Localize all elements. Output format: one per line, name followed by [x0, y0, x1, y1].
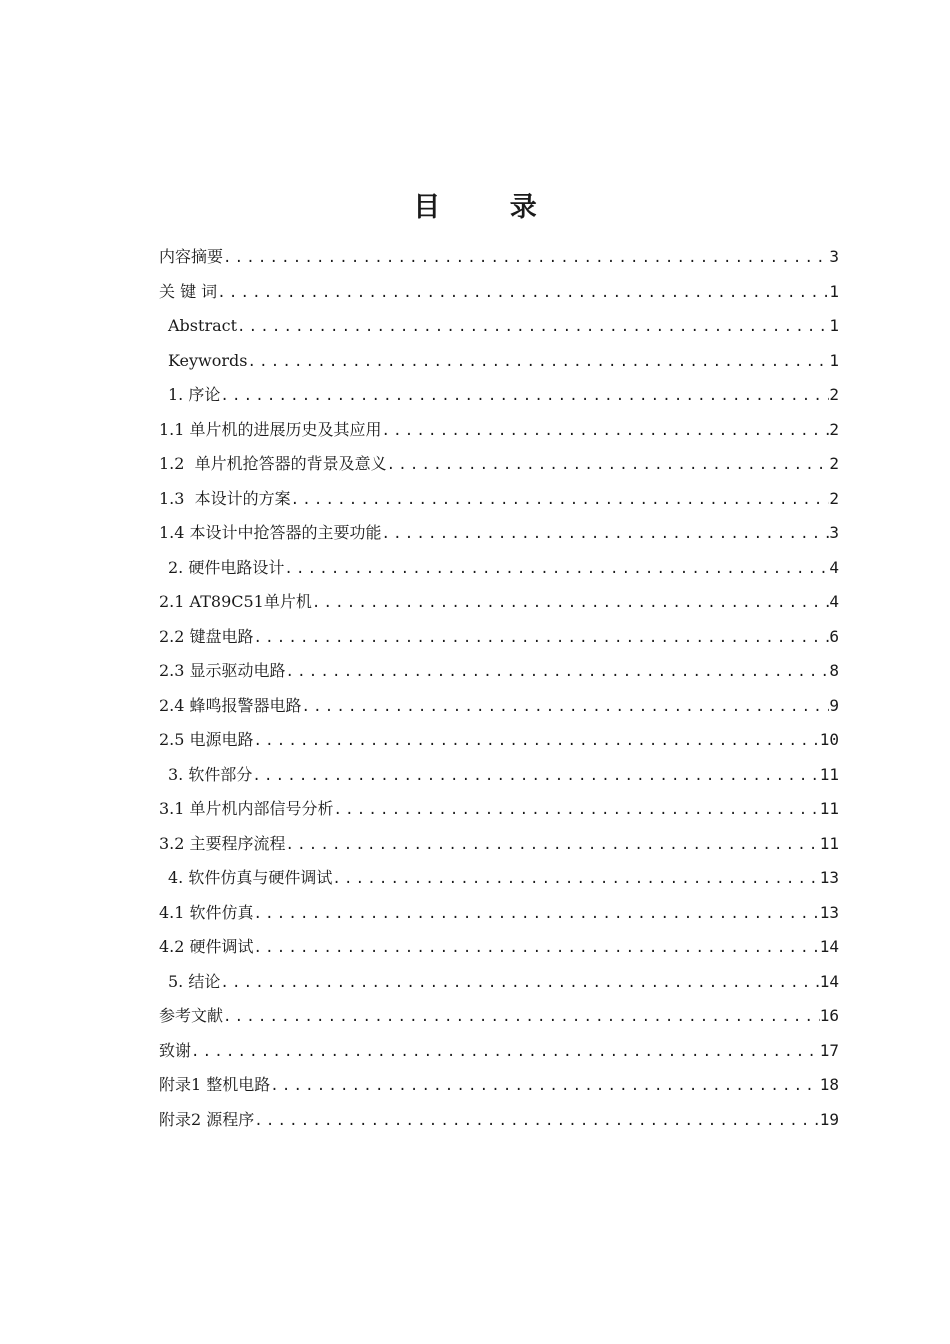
toc-entry[interactable] [159, 482, 839, 517]
toc-entry-label: 3.2 主要程序流程 [159, 833, 286, 853]
toc-entry[interactable] [159, 965, 839, 1000]
toc-entry-page-number: 9 [829, 695, 839, 715]
toc-entry-page-number: 16 [819, 1006, 839, 1025]
toc-entry-page-number: 18 [819, 1075, 839, 1094]
toc-entry-page-number: 1 [829, 350, 839, 370]
toc-entry-page-number: 13 [819, 868, 839, 887]
toc-dot-leader [254, 621, 830, 656]
toc-dot-leader [312, 586, 830, 621]
toc-entry-page-number: 6 [829, 626, 839, 646]
toc-dot-leader [191, 1035, 820, 1070]
toc-entry-label: 1. 序论 [168, 385, 221, 404]
toc-entry-label: 附录2 源程序 [159, 1109, 255, 1129]
toc-entry-page-number: 14 [819, 937, 839, 956]
toc-entry-page-number: 14 [819, 971, 839, 991]
toc-dot-leader [237, 310, 829, 345]
toc-dot-leader [291, 483, 830, 518]
toc-dot-leader [223, 241, 829, 276]
toc-dot-leader [270, 1069, 819, 1104]
toc-entry-page-number: 11 [819, 764, 839, 784]
toc-entry-label: 1.4 本设计中抢答器的主要功能 [159, 523, 382, 542]
toc-dot-leader [220, 379, 829, 414]
toc-entry[interactable] [159, 827, 839, 862]
toc-entry[interactable] [159, 620, 839, 655]
toc-dot-leader [387, 448, 830, 483]
toc-entry[interactable] [159, 896, 839, 931]
toc-entry-page-number: 4 [829, 592, 839, 611]
toc-entry-page-number: 2 [829, 488, 839, 508]
toc-entry[interactable] [159, 275, 839, 310]
toc-dot-leader [217, 276, 829, 311]
toc-entry-page-number: 1 [829, 316, 839, 335]
toc-entry-page-number: 8 [829, 661, 839, 680]
toc-entry-label: 1.2 单片机抢答器的背景及意义 [159, 454, 387, 473]
toc-entry-label: 3.1 单片机内部信号分析 [159, 799, 334, 818]
toc-entry-page-number: 11 [819, 799, 839, 818]
toc-entry[interactable] [159, 1034, 839, 1069]
toc-entry[interactable] [159, 861, 839, 896]
table-of-contents [159, 240, 839, 1137]
toc-entry[interactable] [159, 1068, 839, 1103]
toc-entry-page-number: 2 [829, 385, 839, 404]
toc-entry-page-number: 2 [829, 419, 839, 439]
toc-entry-label: 致谢 [159, 1040, 192, 1060]
toc-entry-label: 5. 结论 [168, 971, 221, 991]
toc-entry-label: 2.4 蜂鸣报警器电路 [159, 695, 302, 715]
toc-entry-label: Keywords [168, 350, 248, 370]
toc-dot-leader [286, 828, 820, 863]
toc-entry[interactable] [159, 585, 839, 620]
toc-entry[interactable] [159, 999, 839, 1034]
toc-entry-page-number: 3 [829, 247, 839, 266]
toc-dot-leader [284, 552, 829, 587]
toc-dot-leader [254, 931, 820, 966]
toc-entry[interactable] [159, 551, 839, 586]
toc-entry[interactable] [159, 1103, 839, 1138]
toc-entry-page-number: 3 [829, 523, 839, 542]
toc-dot-leader [302, 690, 830, 725]
toc-entry-page-number: 4 [829, 557, 839, 577]
toc-entry-page-number: 13 [819, 902, 839, 922]
toc-dot-leader [382, 517, 830, 552]
toc-entry-label: 2.1 AT89C51单片机 [159, 592, 312, 611]
toc-entry-label: 内容摘要 [159, 247, 224, 266]
toc-entry[interactable] [159, 792, 839, 827]
toc-dot-leader [247, 345, 829, 380]
toc-entry[interactable] [159, 723, 839, 758]
toc-entry-label: 3. 软件部分 [168, 764, 253, 784]
toc-entry-page-number: 19 [819, 1109, 839, 1129]
toc-entry[interactable] [159, 516, 839, 551]
toc-dot-leader [223, 1000, 820, 1035]
toc-dot-leader [220, 966, 819, 1001]
toc-entry-label: Abstract [168, 316, 238, 335]
toc-entry-label: 4.2 硬件调试 [159, 937, 254, 956]
toc-entry[interactable] [159, 309, 839, 344]
toc-entry-label: 2.2 键盘电路 [159, 626, 254, 646]
toc-dot-leader [252, 759, 819, 794]
toc-entry-label: 参考文献 [159, 1006, 224, 1025]
toc-dot-leader [254, 1104, 819, 1139]
toc-entry[interactable] [159, 930, 839, 965]
toc-entry-label: 2. 硬件电路设计 [168, 557, 285, 577]
toc-entry[interactable] [159, 447, 839, 482]
toc-entry-label: 关 键 词 [159, 281, 218, 301]
toc-entry-label: 2.5 电源电路 [159, 730, 254, 749]
toc-entry-page-number: 2 [829, 454, 839, 473]
toc-entry[interactable] [159, 344, 839, 379]
toc-entry-page-number: 10 [819, 730, 839, 749]
toc-entry-label: 附录1 整机电路 [159, 1075, 271, 1094]
toc-entry[interactable] [159, 378, 839, 413]
page-title: 目 录 [413, 192, 567, 223]
toc-entry-label: 1.1 单片机的进展历史及其应用 [159, 419, 382, 439]
toc-entry[interactable] [159, 689, 839, 724]
toc-entry-label: 4. 软件仿真与硬件调试 [168, 868, 333, 887]
toc-entry-label: 1.3 本设计的方案 [159, 488, 291, 508]
toc-dot-leader [334, 793, 820, 828]
toc-dot-leader [286, 655, 830, 690]
toc-entry-page-number: 1 [829, 281, 839, 301]
toc-dot-leader [382, 414, 830, 449]
toc-entry[interactable] [159, 413, 839, 448]
toc-dot-leader [254, 724, 820, 759]
toc-entry-page-number: 17 [819, 1040, 839, 1060]
toc-dot-leader [332, 862, 819, 897]
toc-entry[interactable] [159, 654, 839, 689]
toc-entry[interactable] [159, 758, 839, 793]
toc-entry-page-number: 11 [819, 833, 839, 853]
toc-entry[interactable] [159, 240, 839, 275]
toc-entry-label: 2.3 显示驱动电路 [159, 661, 286, 680]
toc-entry-label: 4.1 软件仿真 [159, 902, 254, 922]
toc-dot-leader [254, 897, 820, 932]
